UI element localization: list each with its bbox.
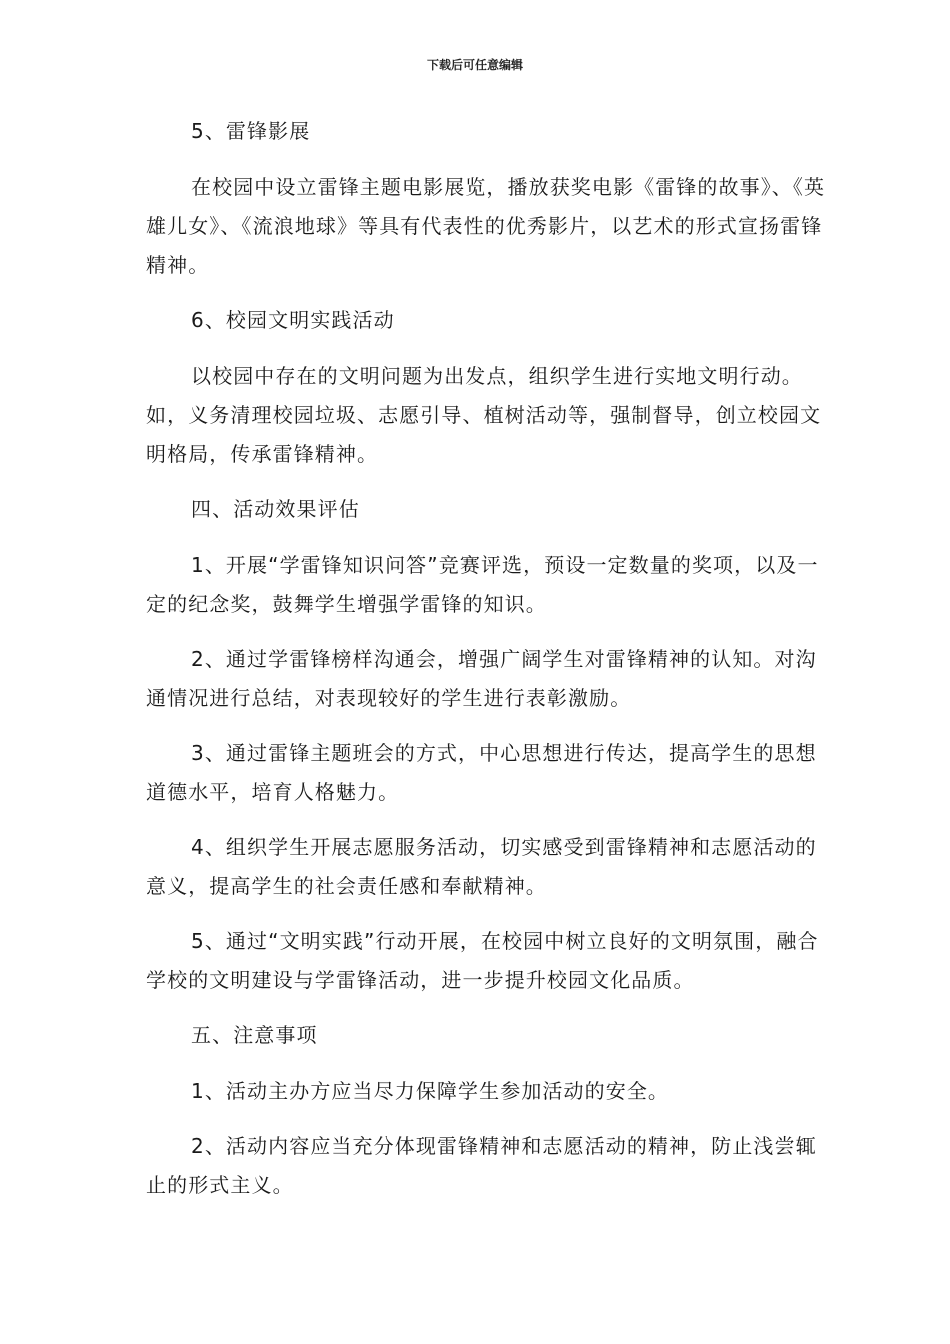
paragraph-evaluation-2: 2、通过学雷锋榜样沟通会，增强广阔学生对雷锋精神的认知。对沟通情况进行总结，对表现较好的学生进行表彰激励。 <box>146 647 817 710</box>
section-heading-effect-evaluation: 四、活动效果评估 <box>191 497 360 521</box>
paragraph-precaution-1: 1、活动主办方应当尽力保障学生参加活动的安全。 <box>191 1079 670 1103</box>
paragraph-precaution-2: 2、活动内容应当充分体现雷锋精神和志愿活动的精神，防止浅尝辄止的形式主义。 <box>146 1134 817 1197</box>
section-heading-lei-feng-film-exhibition: 5、雷锋影展 <box>191 119 311 143</box>
document-body <box>146 112 826 1221</box>
paragraph-evaluation-3: 3、通过雷锋主题班会的方式，中心思想进行传达，提高学生的思想道德水平，培育人格魅力。 <box>146 741 817 804</box>
paragraph-evaluation-4: 4、组织学生开展志愿服务活动，切实感受到雷锋精神和志愿活动的意义，提高学生的社会责任感和奉献精神。 <box>146 835 817 898</box>
paragraph-civilization-practice: 以校园中存在的文明问题为出发点，组织学生进行实地文明行动。如，义务清理校园垃圾、志愿引导、植树活动等，强制督导，创立校园文明格局，传承雷锋精神。 <box>146 364 822 466</box>
download-editable-note: 下载后可任意编辑 <box>426 58 523 72</box>
section-heading-precautions: 五、注意事项 <box>191 1023 318 1047</box>
paragraph-evaluation-5: 5、通过“文明实践”行动开展，在校园中树立良好的文明氛围，融合学校的文明建设与学雷锋活动，进一步提升校园文化品质。 <box>146 929 819 992</box>
paragraph-evaluation-1: 1、开展“学雷锋知识问答”竞赛评选，预设一定数量的奖项，以及一定的纪念奖，鼓舞学生增强学雷锋的知识。 <box>146 553 819 616</box>
paragraph-film-exhibition: 在校园中设立雷锋主题电影展览，播放获奖电影《雷锋的故事》、《英雄儿女》、《流浪地球》等具有代表性的优秀影片，以艺术的形式宣扬雷锋精神。 <box>146 175 826 277</box>
section-heading-campus-civilization-practice: 6、校园文明实践活动 <box>191 308 395 332</box>
